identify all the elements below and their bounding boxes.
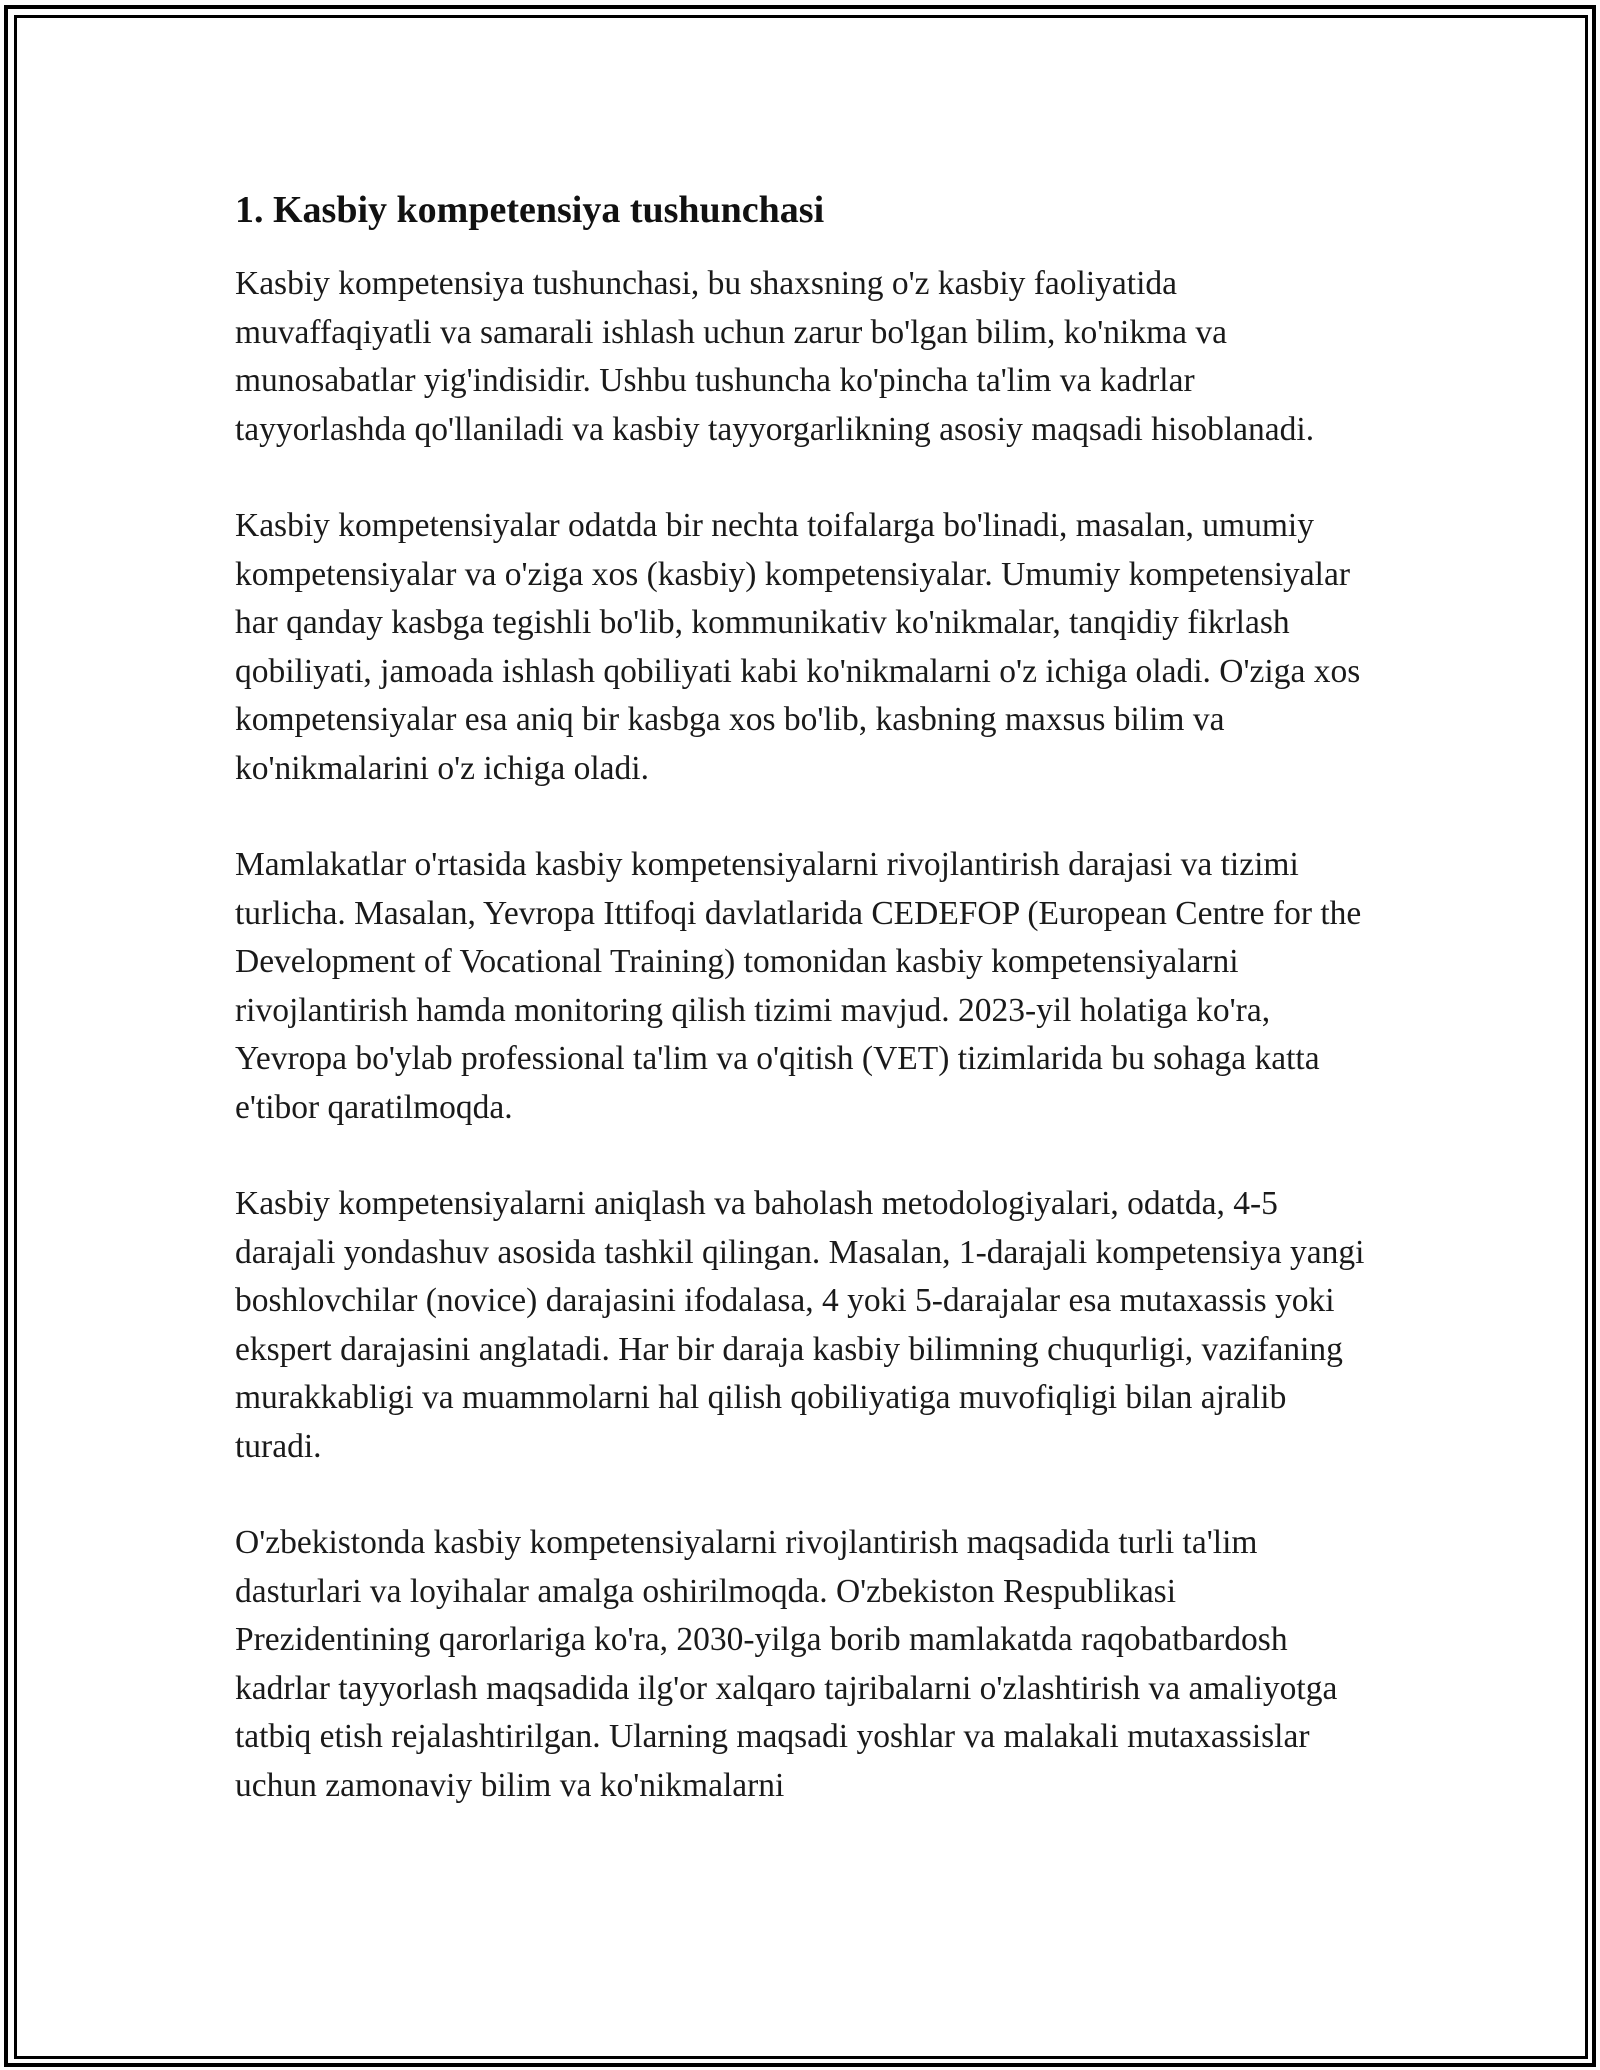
paragraph-2: Kasbiy kompetensiyalar odatda bir nechta toifalarga bo'linadi, masalan, umumiy kompetensiyalar va o'ziga xos (kasbiy) kompetensiyalar. Umumiy kompetensiyalar har qanday kasbga tegishli bo'lib, kommunikativ ko'nikmalar, tanqidiy fikrlash qobiliyati, jamoada ishlash qobiliyati kabi ko'nikmalarni o'z ichiga oladi. O'ziga xos kompetensiyalar esa aniq bir kasbga xos bo'lib, kasbning maxsus bilim va ko'nikmalarini o'z ichiga oladi. <box>235 507 1361 787</box>
paragraph-4: Kasbiy kompetensiyalarni aniqlash va baholash metodologiyalari, odatda, 4-5 darajali yondashuv asosida tashkil qilingan. Masalan, 1-darajali kompetensiya yangi boshlovchilar (novice) darajasini ifodalasa, 4 yoki 5-darajalar esa mutaxassis yoki ekspert darajasini anglatadi. Har bir daraja kasbiy bilimning chuqurligi, vazifaning murakkabligi va muammolarni hal qilish qobiliyatiga muvofiqligi bilan ajralib turadi. <box>235 1185 1365 1465</box>
paragraph-3: Mamlakatlar o'rtasida kasbiy kompetensiyalarni rivojlantirish darajasi va tizimi turlicha. Masalan, Yevropa Ittifoqi davlatlarida CEDEFOP (European Centre for the Development of Vocational Training) tomonidan kasbiy kompetensiyalarni rivojlantirish hamda monitoring qilish tizimi mavjud. 2023-yil holatiga ko'ra, Yevropa bo'ylab professional ta'lim va o'qitish (VET) tizimlarida bu sohaga katta e'tibor qaratilmoqda. <box>235 846 1362 1126</box>
paragraph-5: O'zbekistonda kasbiy kompetensiyalarni rivojlantirish maqsadida turli ta'lim dasturlari va loyihalar amalga oshirilmoqda. O'zbekiston Respublikasi Prezidentining qarorlariga ko'ra, 2030-yilga borib mamlakatda raqobatbardosh kadrlar tayyorlash maqsadida ilg'or xalqaro tajribalarni o'zlashtirish va amaliyotga tatbiq etish rejalashtirilgan. Ularning maqsadi yoshlar va malakali mutaxassislar uchun zamonaviy bilim va ko'nikmalarni <box>235 1524 1338 1804</box>
section-heading: 1. Kasbiy kompetensiya tushunchasi <box>235 189 825 231</box>
document-body <box>235 186 1365 1858</box>
paragraph-1: Kasbiy kompetensiya tushunchasi, bu shaxsning o'z kasbiy faoliyatida muvaffaqiyatli va samarali ishlash uchun zarur bo'lgan bilim, ko'nikma va munosabatlar yig'indisidir. Ushbu tushuncha ko'pincha ta'lim va kadrlar tayyorlashda qo'llaniladi va kasbiy tayyorgarlikning asosiy maqsadi hisoblanadi. <box>235 265 1315 448</box>
